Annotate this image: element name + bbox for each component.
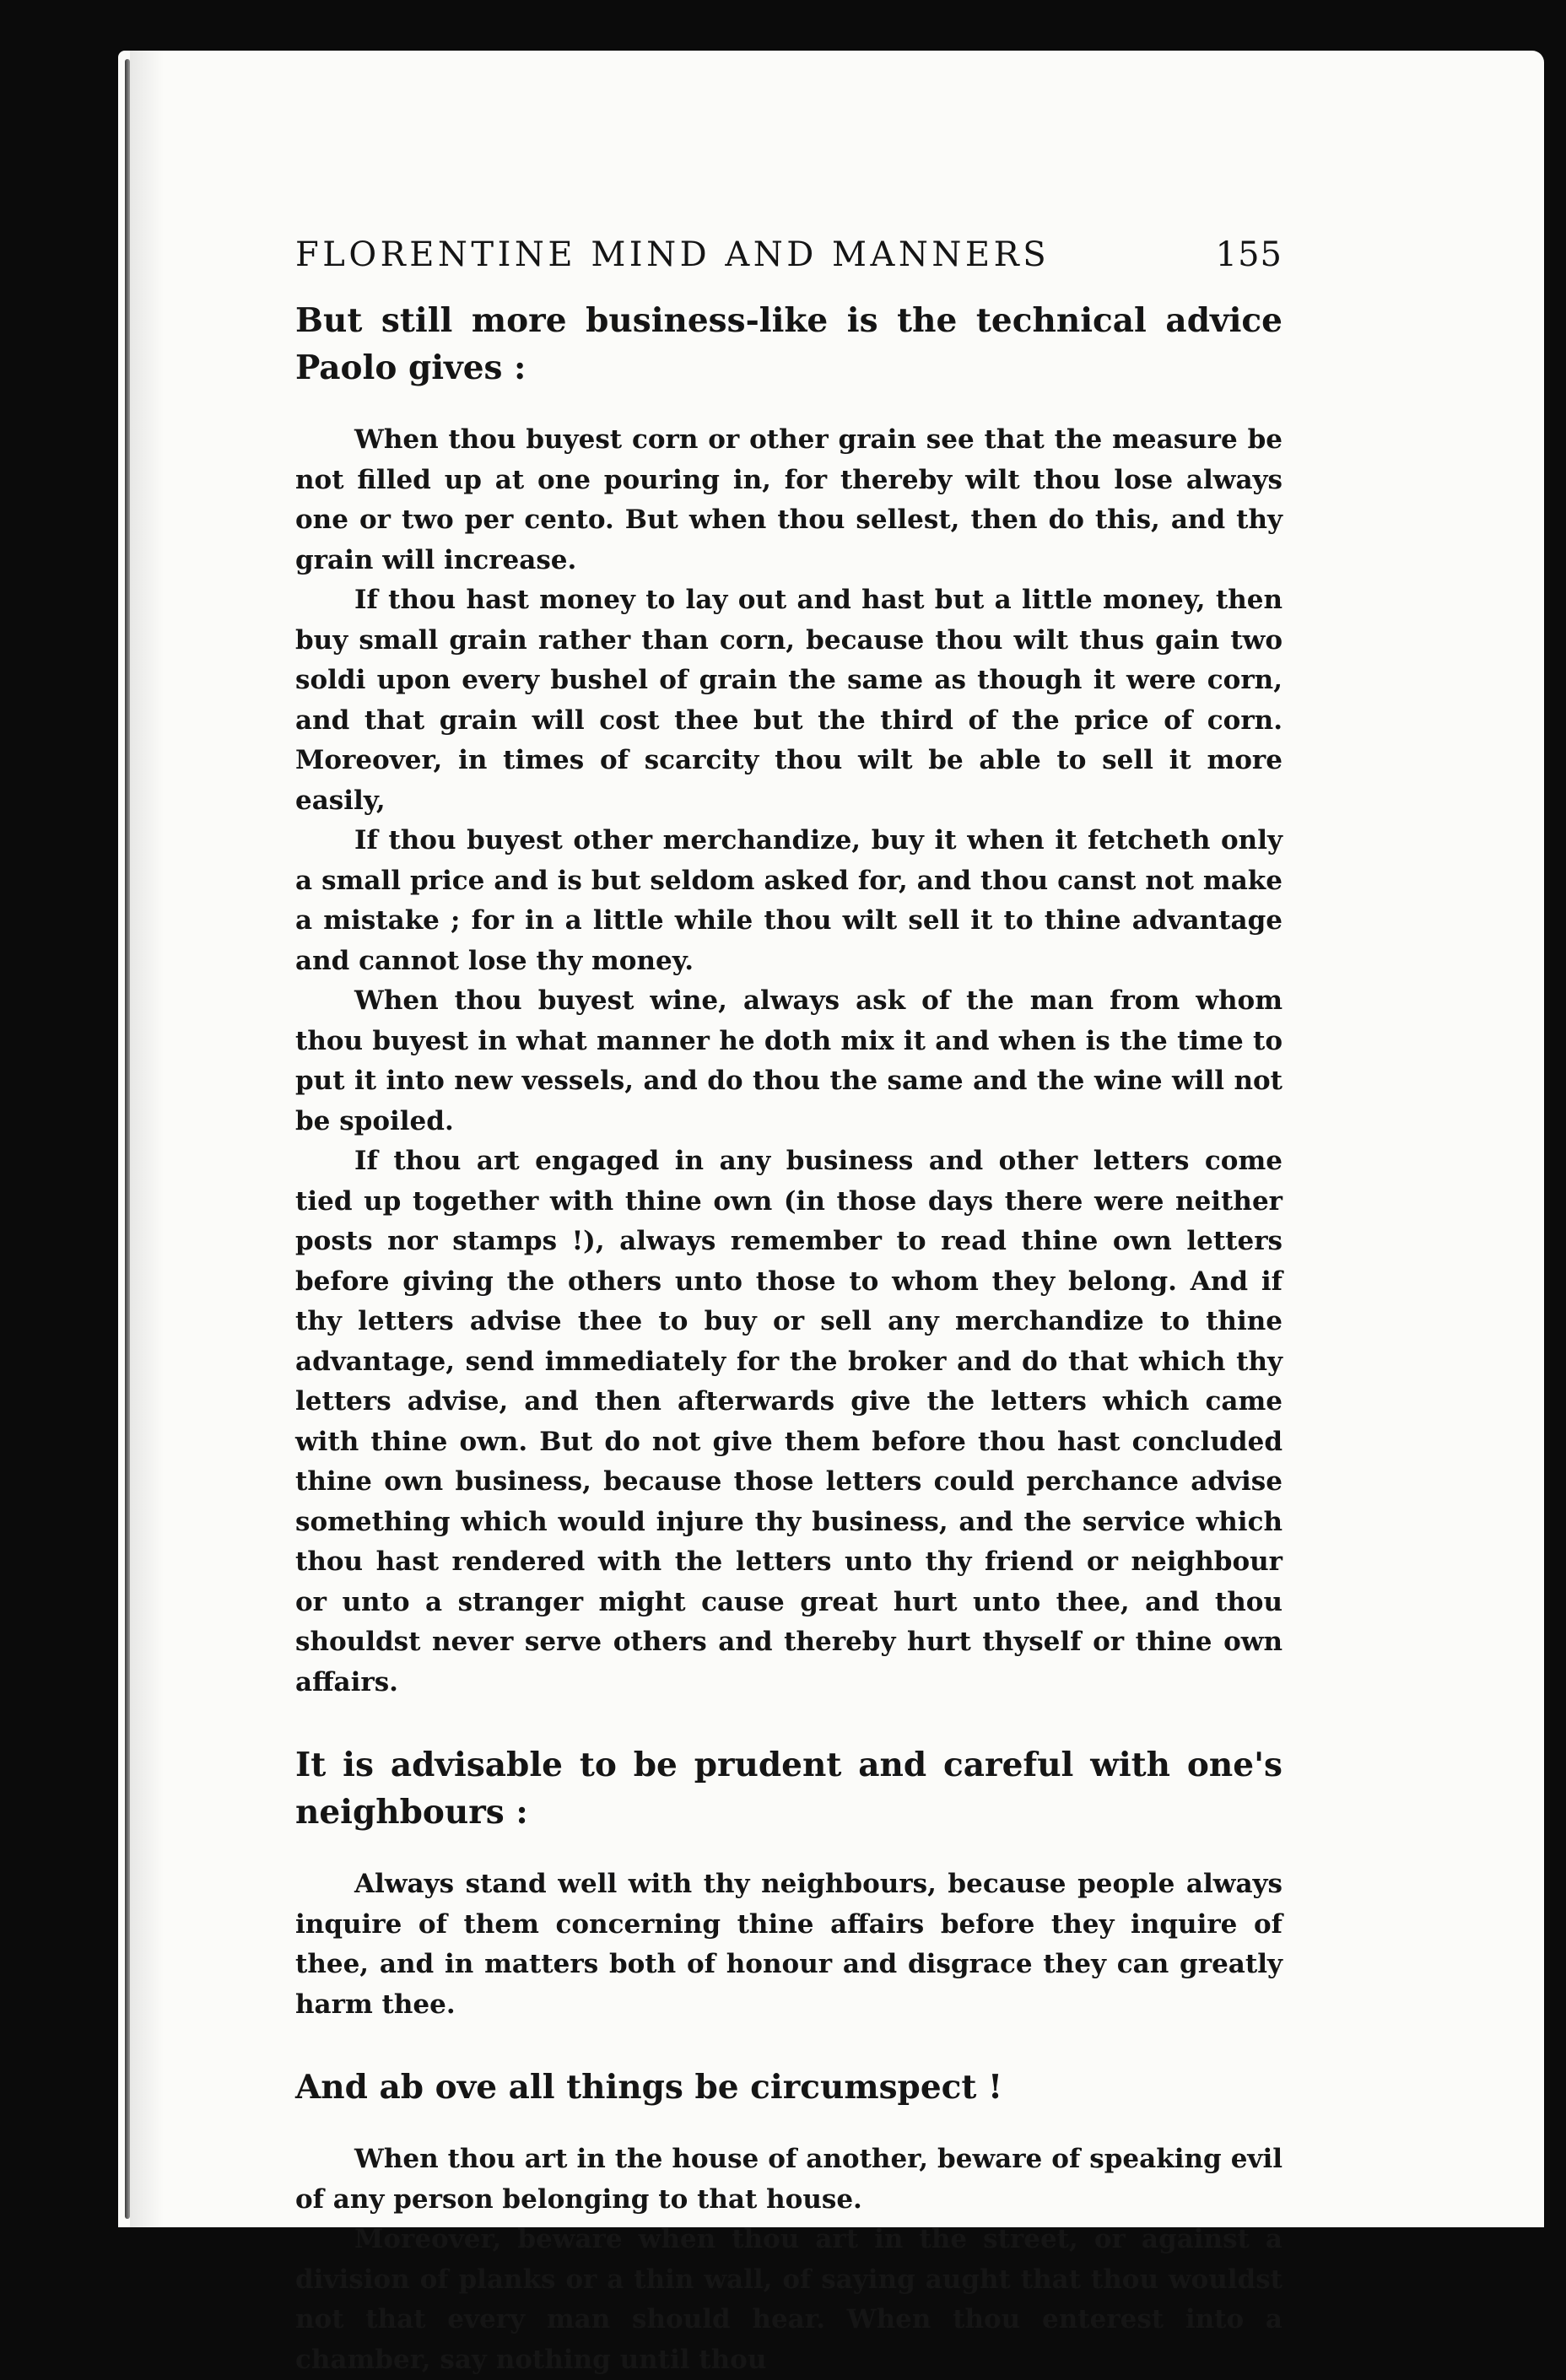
quote-paragraph: Moreover, beware when thou art in the street, or against a division of planks or a thin wall, of saying aught that thou wouldst not that every man should hear. When thou enterest into a chamber, say nothing until thou	[295, 2224, 1282, 2375]
page-number: 155	[1215, 235, 1282, 274]
page-content	[295, 235, 1282, 2380]
quote-paragraph: If thou art engaged in any business and other letters come tied up together with thine own (in those days there were neither posts nor stamps !), always remember to read thine own letters before giving the others unto those to whom they belong. And if thy letters advise thee to buy or sell any merchandize to thine advantage, send immediately for the broker and do that which thy letters advise, and then afterwards give the letters which came with thine own. But do not give them before thou hast concluded thine own business, because those letters could perchance advise something which would injure thy business, and the service which thou hast rendered with the letters unto thy friend or neighbour or unto a stranger might cause great hurt unto thee, and thou shouldst never serve others and thereby hurt thyself or thine own affairs.	[295, 1146, 1282, 1697]
quote-paragraph: If thou hast money to lay out and hast but a little money, then buy small grain rather than corn, because thou wilt thus gain two soldi upon every bushel of grain the same as though it were corn, and that grain will cost thee but the third of the price of corn. Moreover, in times of scarcity thou wilt be able to sell it more easily,	[295, 585, 1282, 816]
section-intro: It is advisable to be prudent and careful with one's neighbours :	[295, 1746, 1282, 1832]
quote-paragraph: Always stand well with thy neighbours, because people always inquire of them concerning thine affairs before they inquire of thee, and in matters both of honour and disgrace they can greatly harm thee.	[295, 1869, 1282, 2020]
running-head	[295, 235, 1282, 274]
quoted-advice-block	[295, 420, 1282, 1703]
quote-paragraph: If thou buyest other merchandize, buy it when it fetcheth only a small price and is but seldom asked for, and thou canst not make a mistake ; for in a little while thou wilt sell it to thine advantage and cannot lose thy money.	[295, 825, 1282, 976]
quote-paragraph: When thou buyest wine, always ask of the man from whom thou buyest in what manner he doth mix it and when is the time to put it into new vessels, and do thou the same and the wine will not be spoiled.	[295, 985, 1282, 1136]
section-intro: But still more business-like is the technical advice Paolo gives :	[295, 301, 1282, 387]
section-intro: And ab ove all things be circumspect !	[295, 2068, 1003, 2107]
running-head-title: FLORENTINE MIND AND MANNERS	[295, 235, 1050, 274]
quoted-advice-block	[295, 2140, 1282, 2380]
quote-paragraph: When thou buyest corn or other grain see that the measure be not filled up at one pouring in, for thereby wilt thou lose always one or two per cento. But when thou sellest, then do this, and thy grain will increase.	[295, 424, 1282, 575]
quoted-advice-block	[295, 1865, 1282, 2025]
page-fold-shadow	[130, 51, 164, 2227]
quote-paragraph: When thou art in the house of another, beware of speaking evil of any person belonging to that house.	[295, 2144, 1282, 2215]
book-spine	[125, 59, 130, 2219]
